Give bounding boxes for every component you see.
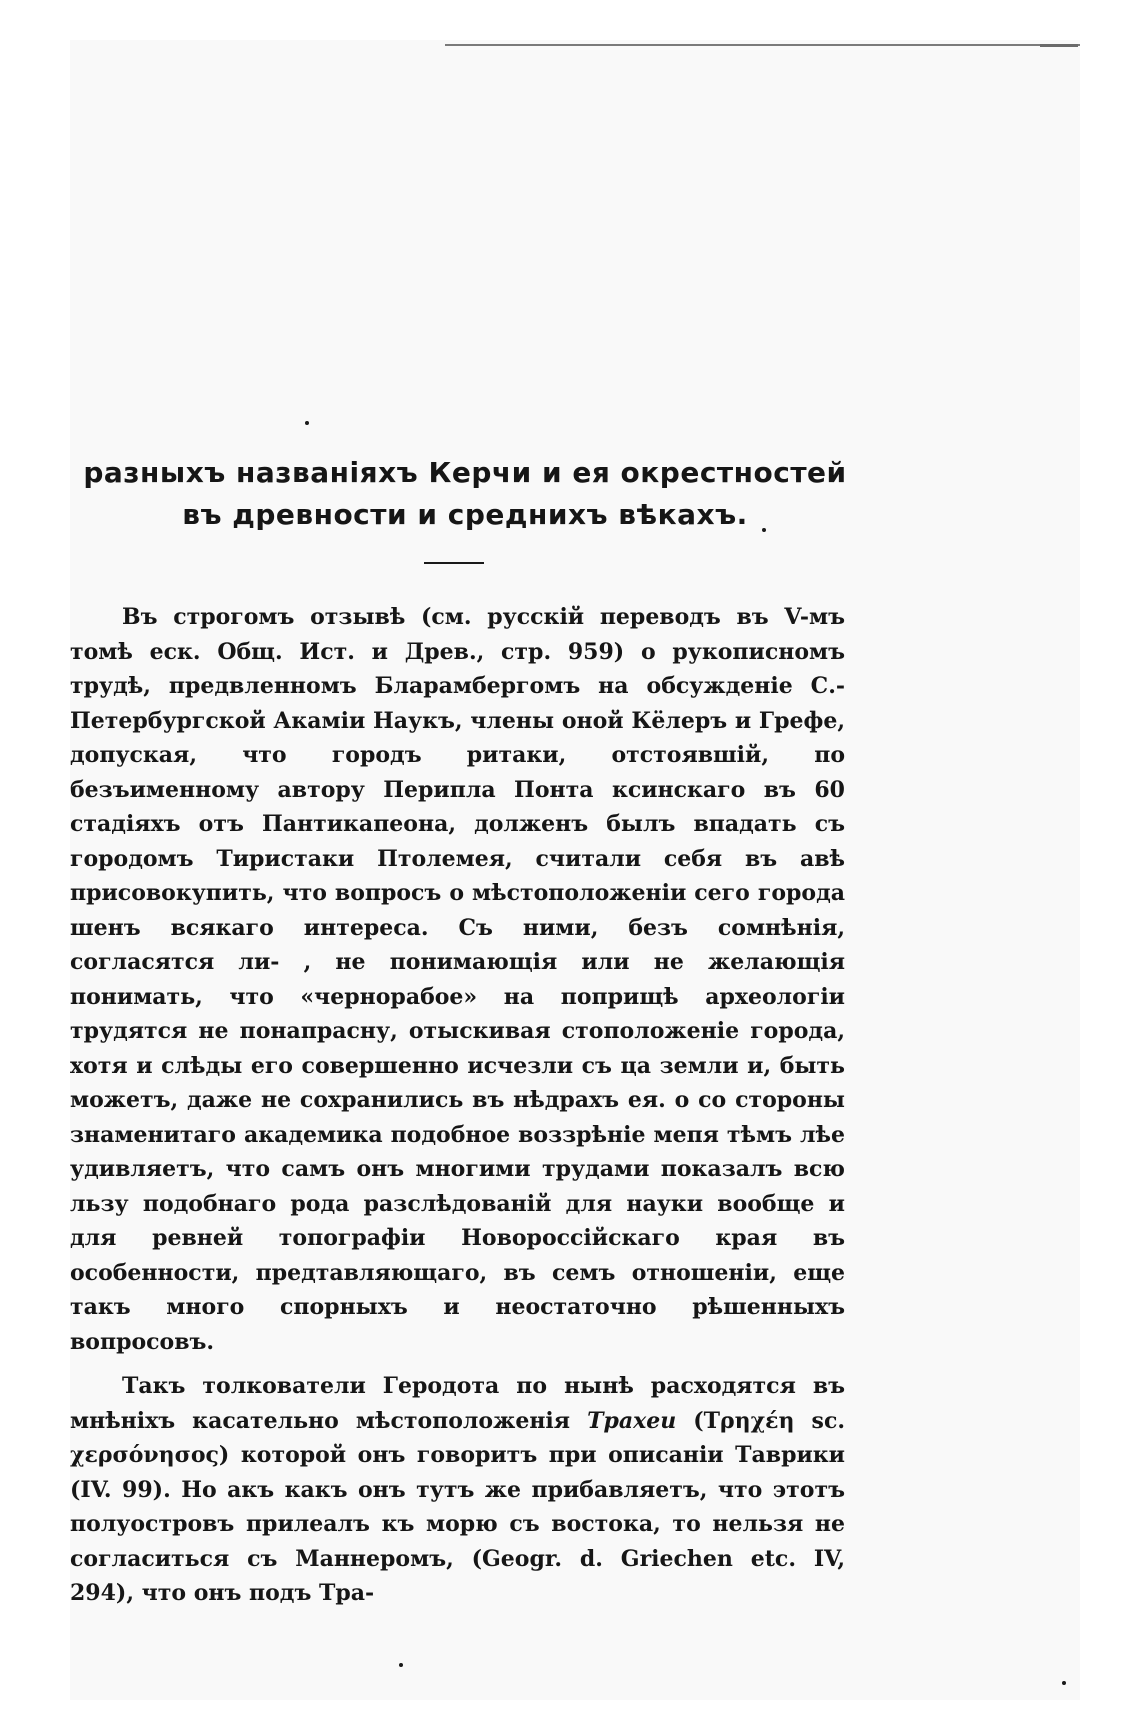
ink-speck: [1062, 1681, 1066, 1685]
title-divider: [424, 562, 484, 564]
italic-term: Трахеи: [587, 1407, 677, 1434]
article-body: [70, 600, 845, 1621]
paragraph: [70, 1369, 845, 1611]
scan-top-rule-end: [1040, 44, 1078, 47]
scan-top-rule: [445, 44, 1080, 46]
paragraph: Въ строгомъ отзывѣ (см. русскій переводъ въ V-мъ томѣ еск. Общ. Ист. и Древ., стр. 959) о рукописномъ трудѣ, предвленномъ Бларамбергомъ на обсужденіе С.-Петербургской Акаміи Наукъ, члены оной Кёлеръ и Грефе, допуская, что городъ ритаки, отстоявшій, по безъименному автору Перипла Понта ксинскаго въ 60 стадіяхъ отъ Пантикапеона, долженъ былъ впадать съ городомъ Тиристаки Птолемея, считали себя въ авѣ присовокупить, что вопросъ о мѣстоположеніи сего города шенъ всякаго интереса. Съ ними, безъ сомнѣнія, согласятся ли- , не понимающія или не желающія понимать, что «чернорабое» на поприщѣ археологіи трудятся не понапрасну, отыскивая стоположеніе города, хотя и слѣды его совершенно исчезли съ ца земли и, быть можетъ, даже не сохранились въ нѣдрахъ ея. о со стороны знаменитаго академика подобное воззрѣніе мепя тѣмъ лѣе удивляетъ, что самъ онъ многими трудами показалъ всю льзу подобнаго рода разслѣдованій для науки вообще и для ревней топографіи Новороссійскаго края въ особенности, предтавляющаго, въ семъ отношеніи, еще такъ много спорныхъ и неостаточно рѣшенныхъ вопросовъ.: [70, 604, 845, 1355]
paragraph-text: (Τρηχέη sc. χερσόνησος) которой онъ говоритъ при описаніи Таврики (IV. 99). Но акъ какъ онъ тутъ же прибавляетъ, что этотъ полуостровъ прилеалъ къ морю съ востока, то нельзя не согласиться съ Маннеромъ, (Geogr. d. Griechen etc. IV, 294), что онъ подъ Тра-: [70, 1407, 845, 1606]
ink-speck: [399, 1663, 403, 1667]
paragraph-text: Такъ толкователи Геродота по нынѣ расходятся въ мнѣніхъ касательно мѣстоположенія: [70, 1373, 845, 1434]
article-title: разныхъ названіяхъ Керчи и ея окрестностей въ древности и среднихъ вѣкахъ.: [83, 456, 847, 531]
ink-speck: [305, 421, 309, 425]
